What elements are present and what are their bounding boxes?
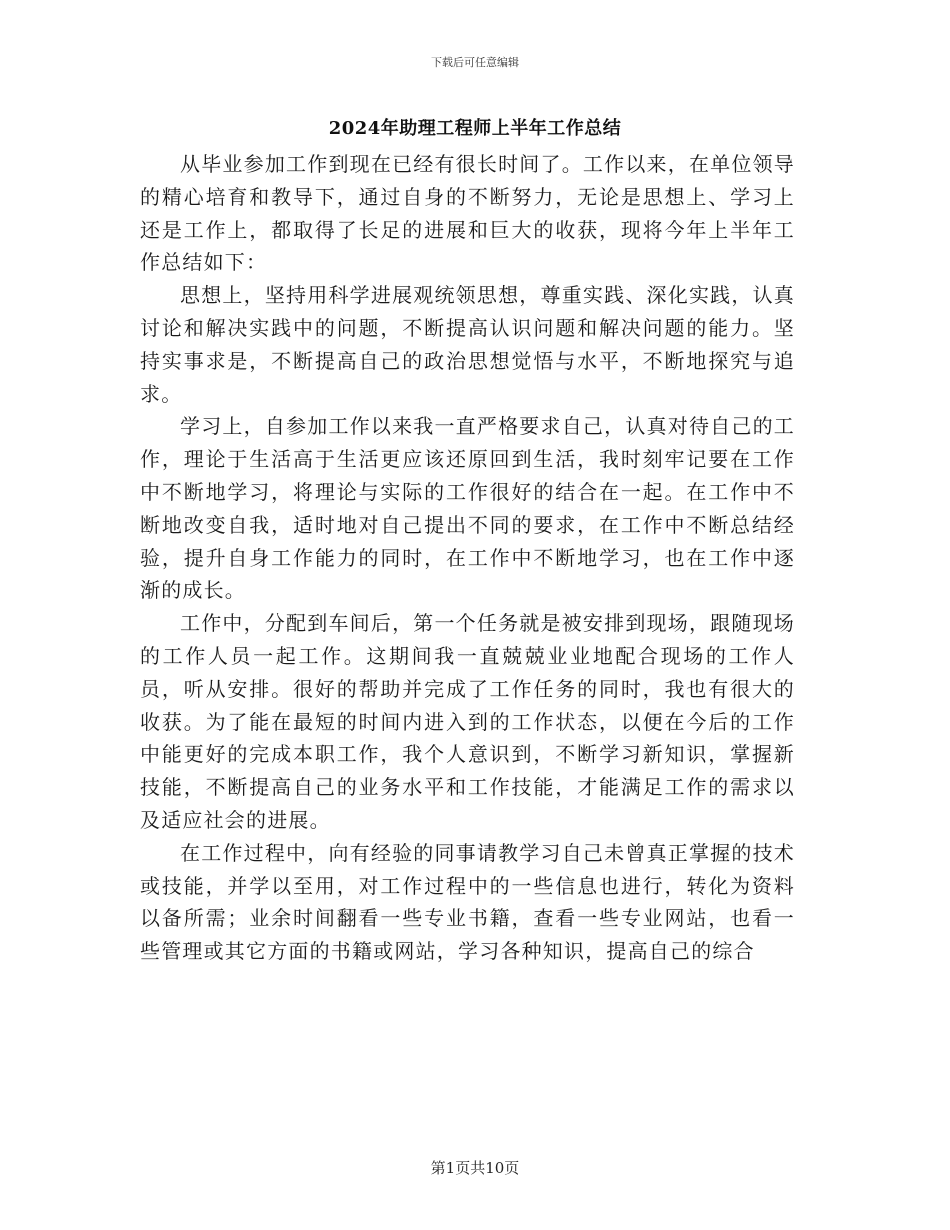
paragraph-work: 工作中，分配到车间后，第一个任务就是被安排到现场，跟随现场的工作人员一起工作。这期间我一直兢兢业业地配合现场的工作人员，听从安排。很好的帮助并完成了工作任务的同时，我也有很大的收获。为了能在最短的时间内进入到的工作状态，以便在今后的工作中能更好的完成本职工作，我个人意识到，不断学习新知识，掌握新技能，不断提高自己的业务水平和工作技能，才能满足工作的需求以及适应社会的进展。: [140, 611, 795, 832]
paragraph-intro: 从毕业参加工作到现在已经有很长时间了。工作以来，在单位领导的精心培育和教导下，通过自身的不断努力，无论是思想上、学习上还是工作上，都取得了长足的进展和巨大的收获，现将今年上半年工作总结如下：: [140, 152, 795, 275]
paragraph-process: 在工作过程中，向有经验的同事请教学习自己未曾真正掌握的技术或技能，并学以至用，对工作过程中的一些信息也进行，转化为资料以备所需；业余时间翻看一些专业书籍，查看一些专业网站，也看一些管理或其它方面的书籍或网站，学习各种知识，提高自己的综合: [140, 840, 795, 964]
header-note: 下载后可任意编辑: [431, 56, 519, 69]
paragraph-ideology: 思想上，坚持用科学进展观统领思想，尊重实践、深化实践，认真讨论和解决实践中的问题，不断提高认识问题和解决问题的能力。坚持实事求是，不断提高自己的政治思想觉悟与水平，不断地探究与追求。: [140, 283, 795, 406]
paragraph-study: 学习上，自参加工作以来我一直严格要求自己，认真对待自己的工作，理论于生活高于生活更应该还原回到生活，我时刻牢记要在工作中不断地学习，将理论与实际的工作很好的结合在一起。在工作中不断地改变自我，适时地对自己提出不同的要求，在工作中不断总结经验，提升自身工作能力的同时，在工作中不断地学习，也在工作中逐渐的成长。: [140, 414, 795, 603]
document-title: 2024年助理工程师上半年工作总结: [328, 118, 622, 139]
page-number: 第1页共10页: [430, 1159, 520, 1177]
document-body: [140, 148, 795, 968]
